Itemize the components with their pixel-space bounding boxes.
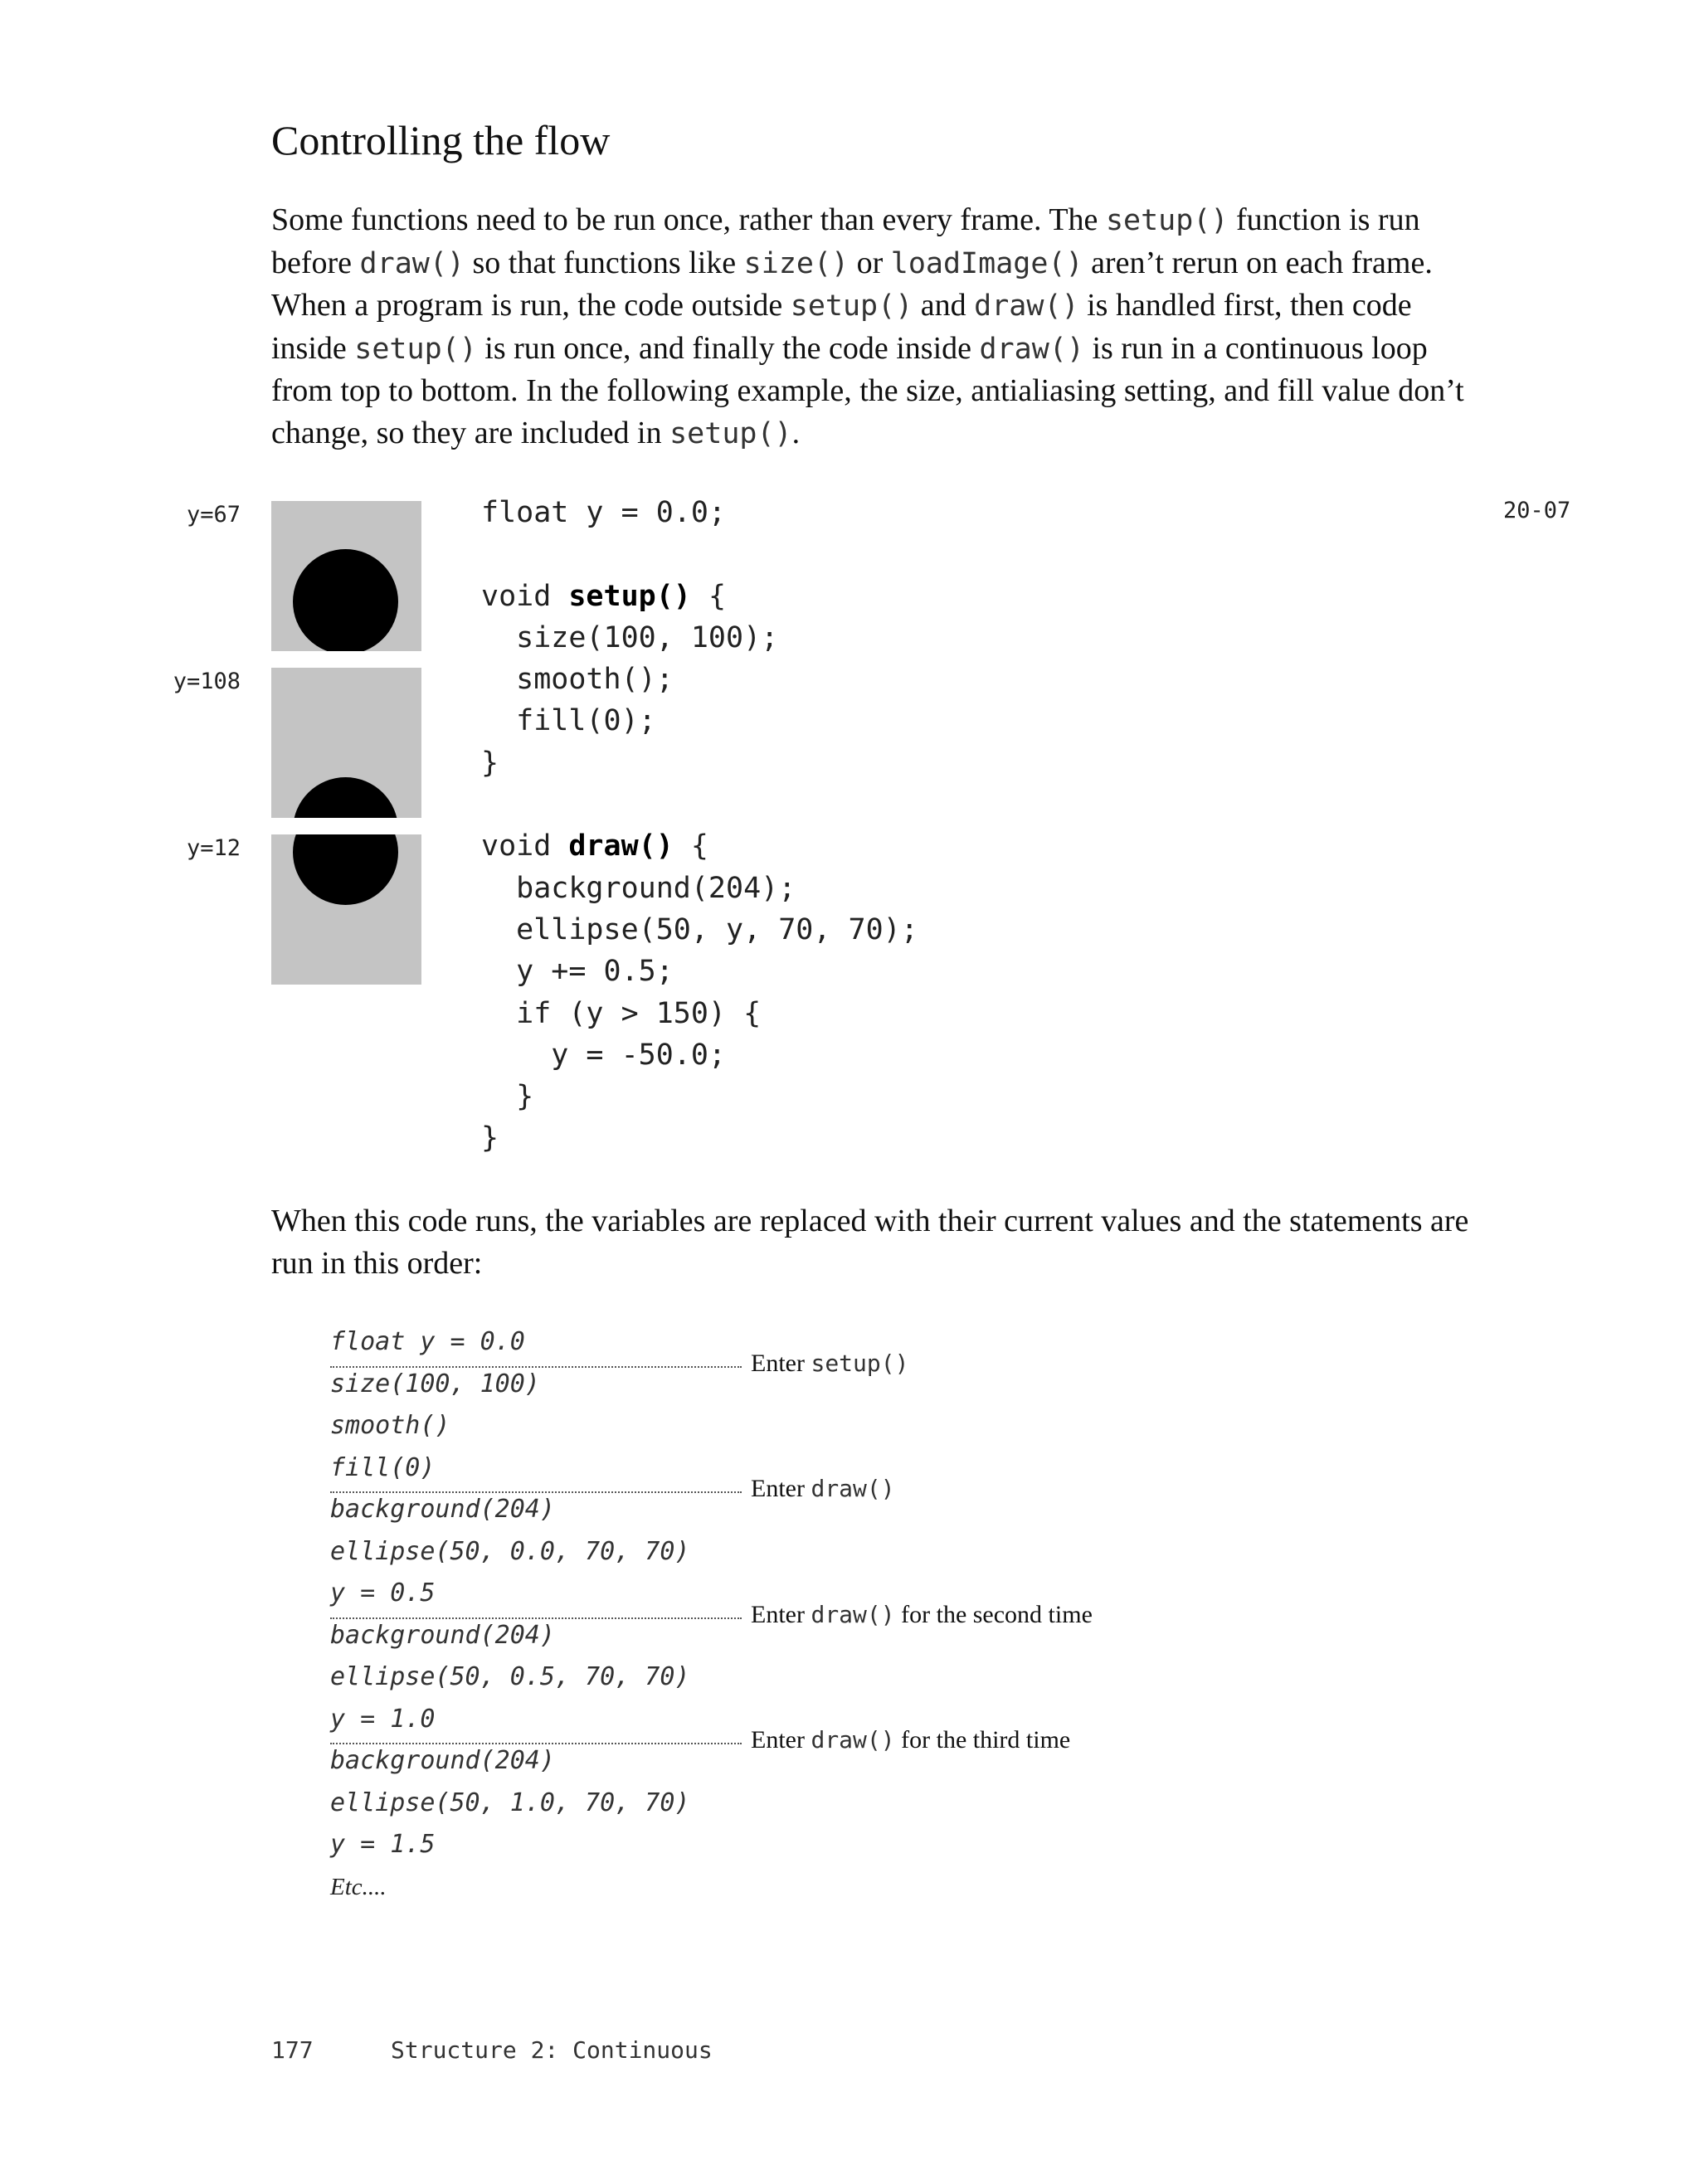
trace-line: background(204) bbox=[330, 1620, 555, 1650]
label-text: Enter bbox=[751, 1349, 811, 1377]
trace-line: background(204) bbox=[330, 1746, 555, 1775]
code-line bbox=[481, 825, 918, 867]
example-number: 20-07 bbox=[1503, 498, 1571, 523]
code-text: void bbox=[481, 829, 569, 863]
dotted-separator bbox=[330, 1491, 742, 1493]
intro-text: aren’t rerun on each frame. When a program is run, the code outside bbox=[271, 245, 1433, 323]
inline-code: draw() bbox=[811, 1475, 895, 1502]
inline-code: draw() bbox=[979, 332, 1084, 366]
code-text: { bbox=[690, 579, 727, 613]
code-text: void bbox=[481, 579, 569, 613]
intro-text: or bbox=[849, 245, 891, 280]
sketch-frame bbox=[271, 501, 421, 651]
trace-line: y = 0.5 bbox=[330, 1578, 436, 1608]
intro-paragraph bbox=[271, 199, 1491, 455]
dotted-separator bbox=[330, 1366, 742, 1368]
code-line bbox=[481, 533, 918, 575]
intro-text: and bbox=[913, 288, 975, 323]
code-line: } bbox=[481, 1121, 499, 1155]
code-line: y += 0.5; bbox=[481, 955, 674, 989]
code-line: if (y > 150) { bbox=[481, 996, 762, 1030]
dotted-separator bbox=[330, 1617, 742, 1619]
trace-line: background(204) bbox=[330, 1495, 555, 1524]
inline-code: setup() bbox=[790, 289, 913, 323]
code-line bbox=[481, 576, 918, 617]
section-heading: Controlling the flow bbox=[271, 117, 611, 163]
code-line bbox=[481, 784, 918, 825]
function-name: draw() bbox=[568, 829, 674, 863]
code-line: background(204); bbox=[481, 871, 796, 905]
inline-code: size() bbox=[743, 246, 850, 280]
dotted-separator bbox=[330, 1743, 742, 1744]
inline-code: setup() bbox=[354, 332, 477, 366]
inline-code: setup() bbox=[1105, 204, 1229, 237]
trace-line: ellipse(50, 1.0, 70, 70) bbox=[330, 1788, 690, 1817]
inline-code: draw() bbox=[359, 246, 465, 280]
inline-code: draw() bbox=[811, 1726, 895, 1754]
trace-etc: Etc.... bbox=[330, 1873, 387, 1900]
page-footer bbox=[271, 2036, 713, 2064]
inline-code: draw() bbox=[974, 289, 1079, 323]
code-line: float y = 0.0; bbox=[481, 496, 727, 529]
intro-text: is run once, and finally the code inside bbox=[476, 330, 980, 366]
label-text: Enter bbox=[751, 1726, 811, 1754]
label-text: Enter bbox=[751, 1600, 811, 1628]
sketch-frame bbox=[271, 668, 421, 818]
frame-label: y=108 bbox=[173, 669, 241, 694]
ellipse-shape bbox=[293, 834, 398, 905]
trace-line: y = 1.0 bbox=[330, 1704, 436, 1734]
label-text: for the third time bbox=[894, 1726, 1071, 1754]
sketch-frame bbox=[271, 834, 421, 985]
code-line: fill(0); bbox=[481, 704, 656, 738]
code-line: size(100, 100); bbox=[481, 620, 779, 654]
separator-label bbox=[751, 1475, 895, 1503]
inline-code: setup() bbox=[669, 416, 792, 450]
function-name: setup() bbox=[568, 579, 691, 613]
separator-label bbox=[751, 1601, 1093, 1629]
label-text: for the second time bbox=[894, 1600, 1093, 1628]
label-text: Enter bbox=[751, 1475, 811, 1502]
inline-code: loadImage() bbox=[890, 246, 1083, 280]
trace-line: fill(0) bbox=[330, 1452, 436, 1482]
ellipse-shape bbox=[293, 549, 398, 651]
code-text: { bbox=[673, 829, 708, 863]
frame-label: y=12 bbox=[186, 835, 241, 861]
code-line: smooth(); bbox=[481, 663, 674, 697]
separator-label bbox=[751, 1726, 1070, 1754]
trace-line: ellipse(50, 0.5, 70, 70) bbox=[330, 1662, 690, 1691]
intro-text: is run in a continuous loop from top to bottom. In the following example, the size, antialiasing setting, and fill value don’t change, so they are included in bbox=[271, 330, 1464, 450]
code-line: } bbox=[481, 1080, 534, 1114]
page-number: 177 bbox=[271, 2036, 314, 2064]
inline-code: setup() bbox=[811, 1349, 909, 1377]
intro-text: so that functions like bbox=[464, 245, 744, 280]
trace-line: smooth() bbox=[330, 1411, 450, 1440]
outro-paragraph: When this code runs, the variables are replaced with their current values and the statements are run in this order: bbox=[271, 1204, 1469, 1281]
intro-text: . bbox=[791, 415, 801, 450]
intro-text: function is run before bbox=[271, 202, 1420, 280]
code-line: ellipse(50, y, 70, 70); bbox=[481, 912, 918, 946]
code-listing bbox=[481, 492, 918, 1160]
trace-line: float y = 0.0 bbox=[330, 1327, 525, 1356]
intro-text: is handled first, then code inside bbox=[271, 288, 1412, 366]
code-line: y = -50.0; bbox=[481, 1038, 727, 1072]
separator-label bbox=[751, 1350, 908, 1378]
inline-code: draw() bbox=[811, 1600, 895, 1628]
frame-label: y=67 bbox=[186, 502, 241, 528]
intro-text: Some functions need to be run once, rather than every frame. The bbox=[271, 202, 1106, 237]
trace-line: ellipse(50, 0.0, 70, 70) bbox=[330, 1536, 690, 1566]
trace-line: size(100, 100) bbox=[330, 1369, 540, 1398]
code-line: } bbox=[481, 746, 499, 780]
running-header: Structure 2: Continuous bbox=[391, 2036, 713, 2064]
trace-line: y = 1.5 bbox=[330, 1830, 436, 1859]
ellipse-shape bbox=[293, 777, 398, 818]
